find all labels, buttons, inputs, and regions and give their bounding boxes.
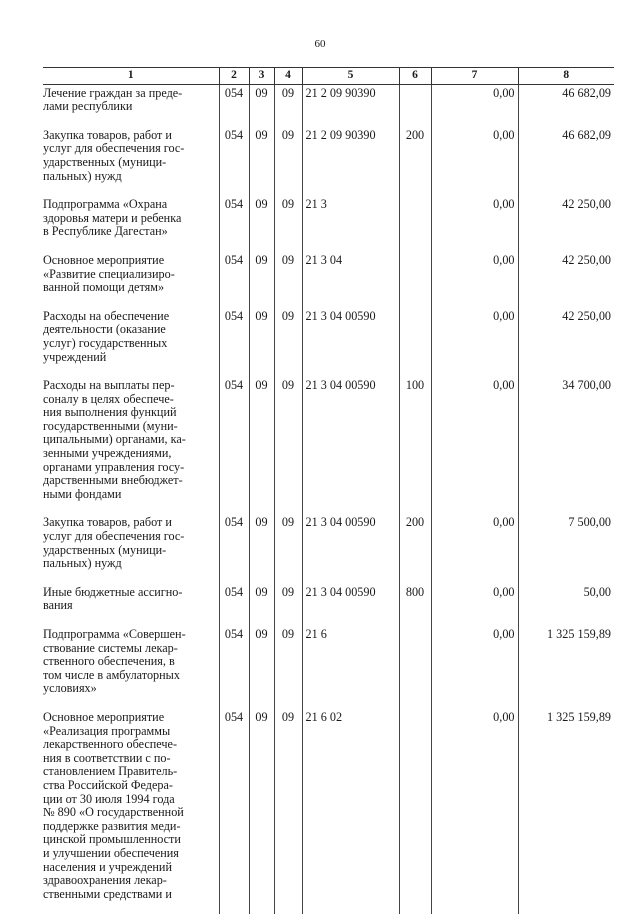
amount-cell: 7 500,00	[518, 514, 614, 583]
expense-type-cell	[399, 252, 431, 308]
amount-cell: 0,00	[431, 308, 518, 377]
item-name-line: Расходы на выплаты пер-	[43, 378, 175, 393]
subsection-code-cell: 09	[274, 377, 302, 514]
table-header-row	[43, 68, 614, 85]
item-name-cell	[43, 626, 219, 709]
amount-cell: 0,00	[431, 584, 518, 626]
section-code-cell: 09	[249, 709, 274, 914]
table-row	[43, 84, 614, 127]
item-name-line: органами управления госу-	[43, 459, 185, 474]
ministry-code-cell: 054	[219, 84, 249, 127]
column-header: 3	[249, 68, 274, 85]
item-name-line: ния выполнения функций	[43, 405, 177, 420]
table-row	[43, 584, 614, 626]
amount-cell: 0,00	[431, 196, 518, 252]
amount-cell: 42 250,00	[518, 252, 614, 308]
amount-cell: 0,00	[431, 709, 518, 914]
amount-cell: 34 700,00	[518, 377, 614, 514]
expense-type-cell	[399, 626, 431, 709]
item-name-line: Расходы на обеспечение	[43, 308, 170, 323]
item-name-line: Лечение граждан за преде-	[43, 85, 183, 100]
expense-type-cell: 200	[399, 127, 431, 196]
expense-type-cell: 200	[399, 514, 431, 583]
item-name-cell	[43, 84, 219, 127]
table-row	[43, 252, 614, 308]
item-name-cell	[43, 308, 219, 377]
item-name-cell	[43, 584, 219, 626]
column-header: 5	[302, 68, 399, 85]
item-name-line: государственными (муни-	[43, 418, 178, 433]
item-name-line: услуг для обеспечения гос-	[43, 141, 185, 156]
table-row	[43, 377, 614, 514]
item-name-line: соналу в целях обеспече-	[43, 391, 174, 406]
item-name-line: дарственными внебюджет-	[43, 473, 183, 488]
ministry-code-cell: 054	[219, 514, 249, 583]
item-name-cell	[43, 252, 219, 308]
column-header: 8	[518, 68, 614, 85]
section-code-cell: 09	[249, 377, 274, 514]
target-article-cell: 21 3 04	[302, 252, 399, 308]
ministry-code-cell: 054	[219, 196, 249, 252]
item-name-line: зенными учреждениями,	[43, 446, 172, 461]
amount-cell: 46 682,09	[518, 84, 614, 127]
item-name-line: пальных) нужд	[43, 556, 122, 571]
section-code-cell: 09	[249, 308, 274, 377]
section-code-cell: 09	[249, 196, 274, 252]
subsection-code-cell: 09	[274, 514, 302, 583]
table-row	[43, 196, 614, 252]
item-name-line: деятельности (оказание	[43, 322, 166, 337]
section-code-cell: 09	[249, 626, 274, 709]
ministry-code-cell: 054	[219, 709, 249, 914]
subsection-code-cell: 09	[274, 252, 302, 308]
amount-cell: 0,00	[431, 514, 518, 583]
target-article-cell: 21 3 04 00590	[302, 308, 399, 377]
item-name-line: ципальными) органами, ка-	[43, 432, 186, 447]
item-name-line: населения и учреждений	[43, 859, 172, 874]
amount-cell: 1 325 159,89	[518, 626, 614, 709]
table-row	[43, 514, 614, 583]
ministry-code-cell: 054	[219, 127, 249, 196]
column-header: 7	[431, 68, 518, 85]
section-code-cell: 09	[249, 127, 274, 196]
amount-cell: 0,00	[431, 127, 518, 196]
column-header: 1	[43, 68, 219, 85]
item-name-line: учреждений	[43, 349, 107, 364]
item-name-line: поддержке развития меди-	[43, 818, 181, 833]
ministry-code-cell: 054	[219, 377, 249, 514]
subsection-code-cell: 09	[274, 196, 302, 252]
amount-cell: 0,00	[431, 377, 518, 514]
item-name-line: ции от 30 июля 1994 года	[43, 791, 175, 806]
item-name-line: «Реализация программы	[43, 723, 171, 738]
amount-cell: 46 682,09	[518, 127, 614, 196]
item-name-line: ударственных (муници-	[43, 542, 167, 557]
amount-cell: 1 325 159,89	[518, 709, 614, 914]
ministry-code-cell: 054	[219, 308, 249, 377]
item-name-line: ствование системы лекар-	[43, 640, 178, 655]
target-article-cell: 21 3 04 00590	[302, 514, 399, 583]
ministry-code-cell: 054	[219, 584, 249, 626]
item-name-cell	[43, 127, 219, 196]
target-article-cell: 21 3 04 00590	[302, 584, 399, 626]
item-name-line: ванной помощи детям»	[43, 280, 165, 295]
item-name-line: становлением Правитель-	[43, 764, 178, 779]
subsection-code-cell: 09	[274, 84, 302, 127]
item-name-line: Основное мероприятие	[43, 709, 165, 724]
item-name-line: здравоохранения лекар-	[43, 873, 167, 888]
item-name-line: ственного обеспечения, в	[43, 654, 175, 669]
item-name-line: Подпрограмма «Совершен-	[43, 627, 186, 641]
item-name-line: лекарственного обеспече-	[43, 737, 178, 752]
item-name-cell	[43, 514, 219, 583]
amount-cell: 42 250,00	[518, 308, 614, 377]
section-code-cell: 09	[249, 84, 274, 127]
amount-cell: 0,00	[431, 252, 518, 308]
item-name-line: условиях»	[43, 681, 97, 696]
budget-table	[43, 67, 614, 914]
column-header: 2	[219, 68, 249, 85]
item-name-line: пальных) нужд	[43, 168, 122, 183]
item-name-cell	[43, 709, 219, 914]
ministry-code-cell: 054	[219, 626, 249, 709]
table-row	[43, 626, 614, 709]
table-row	[43, 709, 614, 914]
table-row	[43, 308, 614, 377]
subsection-code-cell: 09	[274, 127, 302, 196]
item-name-line: Иные бюджетные ассигно-	[43, 584, 183, 599]
subsection-code-cell: 09	[274, 709, 302, 914]
item-name-line: услуг для обеспечения гос-	[43, 529, 185, 544]
target-article-cell: 21 6 02	[302, 709, 399, 914]
item-name-line: вания	[43, 598, 73, 613]
item-name-line: Закупка товаров, работ и	[43, 127, 172, 142]
target-article-cell: 21 2 09 90390	[302, 127, 399, 196]
amount-cell: 0,00	[431, 84, 518, 127]
item-name-line: ными фондами	[43, 486, 122, 501]
item-name-cell	[43, 377, 219, 514]
item-name-line: ства Российской Федера-	[43, 777, 173, 792]
expense-type-cell: 100	[399, 377, 431, 514]
item-name-line: услуг) государственных	[43, 335, 168, 350]
target-article-cell: 21 3	[302, 196, 399, 252]
column-header: 6	[399, 68, 431, 85]
subsection-code-cell: 09	[274, 584, 302, 626]
subsection-code-cell: 09	[274, 308, 302, 377]
amount-cell: 50,00	[518, 584, 614, 626]
item-name-line: № 890 «О государственной	[43, 805, 184, 820]
item-name-line: и улучшении обеспечения	[43, 845, 179, 860]
item-name-line: том числе в амбулаторных	[43, 667, 180, 682]
item-name-line: цинской промышленности	[43, 832, 181, 847]
expense-type-cell	[399, 196, 431, 252]
item-name-line: здоровья матери и ребенка	[43, 210, 182, 225]
table-row	[43, 127, 614, 196]
item-name-line: «Развитие специализиро-	[43, 266, 175, 281]
expense-type-cell	[399, 84, 431, 127]
section-code-cell: 09	[249, 584, 274, 626]
page-number: 60	[314, 38, 326, 50]
item-name-line: Основное мероприятие	[43, 252, 165, 267]
amount-cell: 0,00	[431, 626, 518, 709]
item-name-cell	[43, 196, 219, 252]
item-name-line: ударственных (муници-	[43, 154, 167, 169]
target-article-cell: 21 2 09 90390	[302, 84, 399, 127]
ministry-code-cell: 054	[219, 252, 249, 308]
item-name-line: в Республике Дагестан»	[43, 224, 168, 239]
amount-cell: 42 250,00	[518, 196, 614, 252]
expense-type-cell: 800	[399, 584, 431, 626]
section-code-cell: 09	[249, 252, 274, 308]
column-header: 4	[274, 68, 302, 85]
subsection-code-cell: 09	[274, 626, 302, 709]
target-article-cell: 21 3 04 00590	[302, 377, 399, 514]
item-name-line: Подпрограмма «Охрана	[43, 197, 168, 212]
item-name-line: лами республики	[43, 99, 133, 114]
expense-type-cell	[399, 308, 431, 377]
item-name-line: ния в соответствии с по-	[43, 750, 171, 765]
expense-type-cell	[399, 709, 431, 914]
section-code-cell: 09	[249, 514, 274, 583]
item-name-line: Закупка товаров, работ и	[43, 515, 172, 530]
item-name-line: ственными средствами и	[43, 886, 172, 901]
target-article-cell: 21 6	[302, 626, 399, 709]
